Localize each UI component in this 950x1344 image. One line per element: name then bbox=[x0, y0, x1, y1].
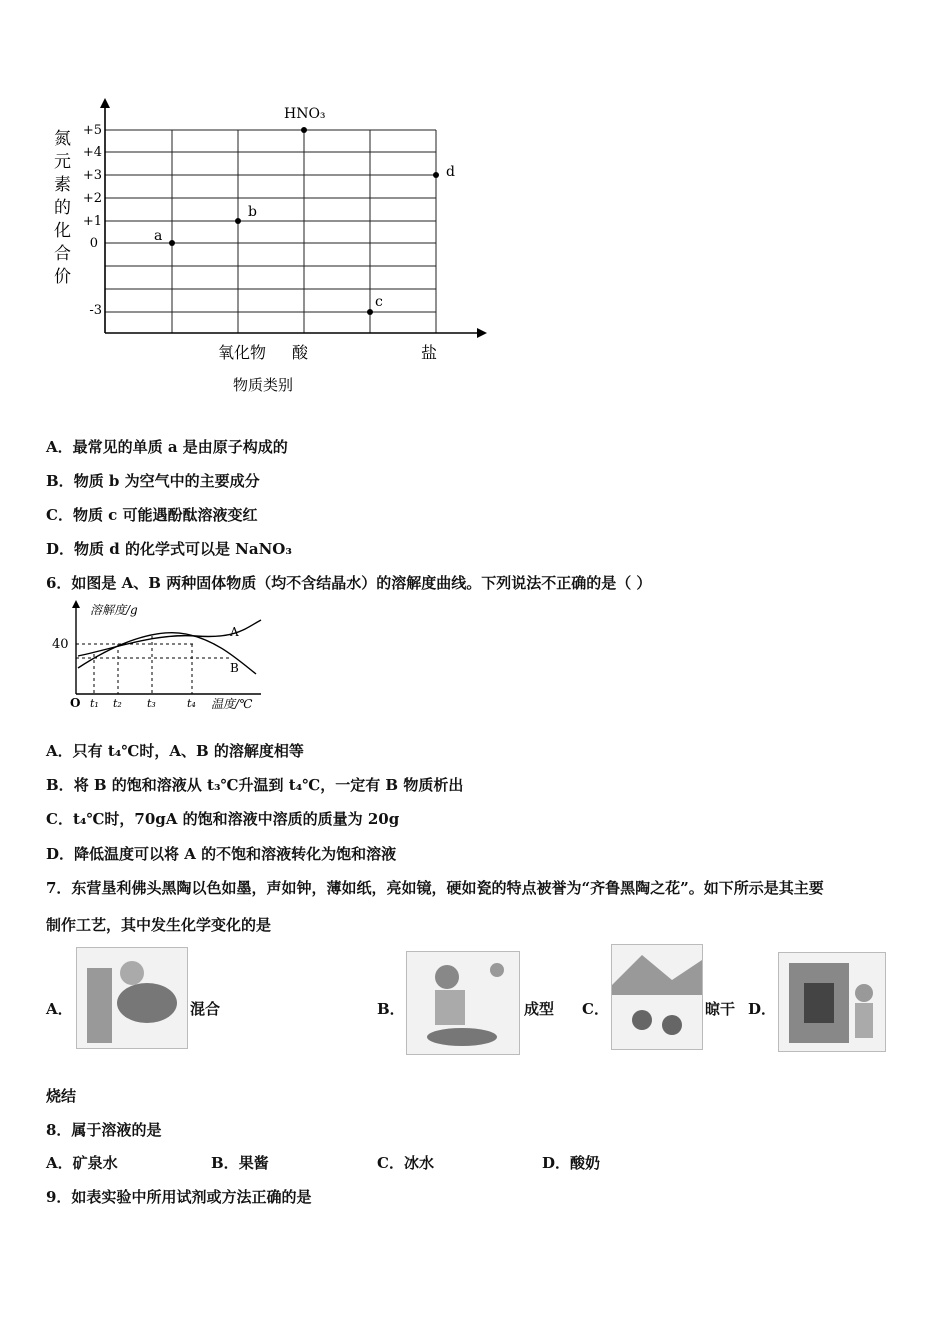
y-axis-label-char: 氮 bbox=[54, 129, 71, 149]
q5-option-b: B．物质 b 为空气中的主要成分 bbox=[46, 472, 260, 490]
point-a bbox=[169, 240, 175, 246]
y-axis-label-char: 合 bbox=[54, 244, 71, 264]
y-tick: -3 bbox=[89, 303, 102, 318]
y-axis-label: 溶解度/g bbox=[90, 603, 138, 617]
y-tick: 0 bbox=[89, 236, 98, 251]
y-tick: +5 bbox=[82, 123, 102, 138]
x-category: 酸 bbox=[292, 343, 309, 362]
point-d bbox=[433, 172, 439, 178]
label-c: c bbox=[375, 294, 383, 310]
origin-label: O bbox=[70, 696, 81, 710]
y-value: 40 bbox=[52, 637, 69, 652]
point-hno3 bbox=[301, 127, 307, 133]
x-tick: t₁ bbox=[90, 697, 99, 710]
x-tick: t₄ bbox=[187, 697, 196, 710]
q7-option-a-text: 混合 bbox=[190, 1000, 221, 1018]
q7-option-c-text: 晾干 bbox=[705, 1000, 736, 1018]
q7-stem-line1: 7．东营垦利佛头黑陶以色如墨，声如钟，薄如纸，亮如镜，硬如瓷的特点被誉为“齐鲁黑陶之花”。如下所示是其主要 bbox=[46, 879, 824, 897]
label-hno3: HNO₃ bbox=[284, 106, 326, 122]
label-d: d bbox=[446, 164, 455, 180]
q9-stem: 9．如表实验中所用试剂或方法正确的是 bbox=[46, 1188, 312, 1206]
series-b-label: B bbox=[230, 661, 239, 675]
x-tick: t₂ bbox=[113, 697, 122, 710]
q8-option-c: C．冰水 bbox=[377, 1154, 434, 1172]
series-a-label: A bbox=[230, 625, 239, 639]
x-tick: t₃ bbox=[147, 697, 156, 710]
x-category: 氧化物 bbox=[218, 343, 267, 362]
y-tick: +2 bbox=[82, 191, 102, 206]
q7-option-d-letter: D． bbox=[748, 1000, 777, 1018]
x-axis-label: 物质类别 bbox=[233, 376, 294, 394]
q8-stem: 8．属于溶液的是 bbox=[46, 1121, 162, 1139]
valence-chart bbox=[40, 90, 500, 410]
q5-option-a: A．最常见的单质 a 是由原子构成的 bbox=[46, 438, 288, 456]
x-axis-label: 温度/℃ bbox=[211, 697, 253, 711]
x-category: 盐 bbox=[421, 343, 438, 362]
point-b bbox=[235, 218, 241, 224]
q7-option-c-letter: C． bbox=[582, 1000, 609, 1018]
q6-option-c: C．t₄℃时，70gA 的饱和溶液中溶质的质量为 20g bbox=[46, 810, 400, 828]
drying-image bbox=[611, 944, 703, 1050]
y-tick: +4 bbox=[82, 145, 102, 160]
y-axis-label-char: 价 bbox=[54, 267, 71, 287]
q7-option-b-text: 成型 bbox=[524, 1000, 555, 1018]
q8-option-d: D．酸奶 bbox=[542, 1154, 601, 1172]
y-axis-label-char: 元 bbox=[54, 152, 71, 172]
q6-stem: 6．如图是 A、B 两种固体物质（均不含结晶水）的溶解度曲线。下列说法不正确的是（ ） bbox=[46, 574, 652, 592]
label-a: a bbox=[154, 228, 163, 244]
q7-option-a-letter: A． bbox=[46, 1000, 73, 1018]
q5-option-c: C．物质 c 可能遇酚酞溶液变红 bbox=[46, 506, 258, 524]
mixing-image bbox=[76, 947, 188, 1049]
q8-option-b: B．果酱 bbox=[211, 1154, 269, 1172]
y-tick: +3 bbox=[82, 168, 102, 183]
q6-option-b: B．将 B 的饱和溶液从 t₃℃升温到 t₄℃，一定有 B 物质析出 bbox=[46, 776, 464, 794]
solubility-chart bbox=[46, 598, 286, 713]
q7-stem-line2: 制作工艺，其中发生化学变化的是 bbox=[46, 916, 272, 934]
point-c bbox=[367, 309, 373, 315]
firing-image bbox=[778, 952, 886, 1052]
y-axis-label-char: 化 bbox=[54, 221, 71, 241]
q6-option-a: A．只有 t₄℃时，A、B 的溶解度相等 bbox=[46, 742, 304, 760]
shaping-image bbox=[406, 951, 520, 1055]
y-axis-label bbox=[54, 129, 71, 287]
q5-option-d: D．物质 d 的化学式可以是 NaNO₃ bbox=[46, 540, 292, 558]
label-b: b bbox=[248, 204, 257, 220]
y-tick: +1 bbox=[82, 214, 102, 229]
q7-option-d-text: 烧结 bbox=[46, 1087, 77, 1105]
y-axis-label-char: 素 bbox=[54, 175, 71, 195]
q6-option-d: D．降低温度可以将 A 的不饱和溶液转化为饱和溶液 bbox=[46, 845, 397, 863]
q8-option-a: A．矿泉水 bbox=[46, 1154, 118, 1172]
q7-option-b-letter: B． bbox=[377, 1000, 405, 1018]
y-axis-label-char: 的 bbox=[54, 198, 71, 218]
